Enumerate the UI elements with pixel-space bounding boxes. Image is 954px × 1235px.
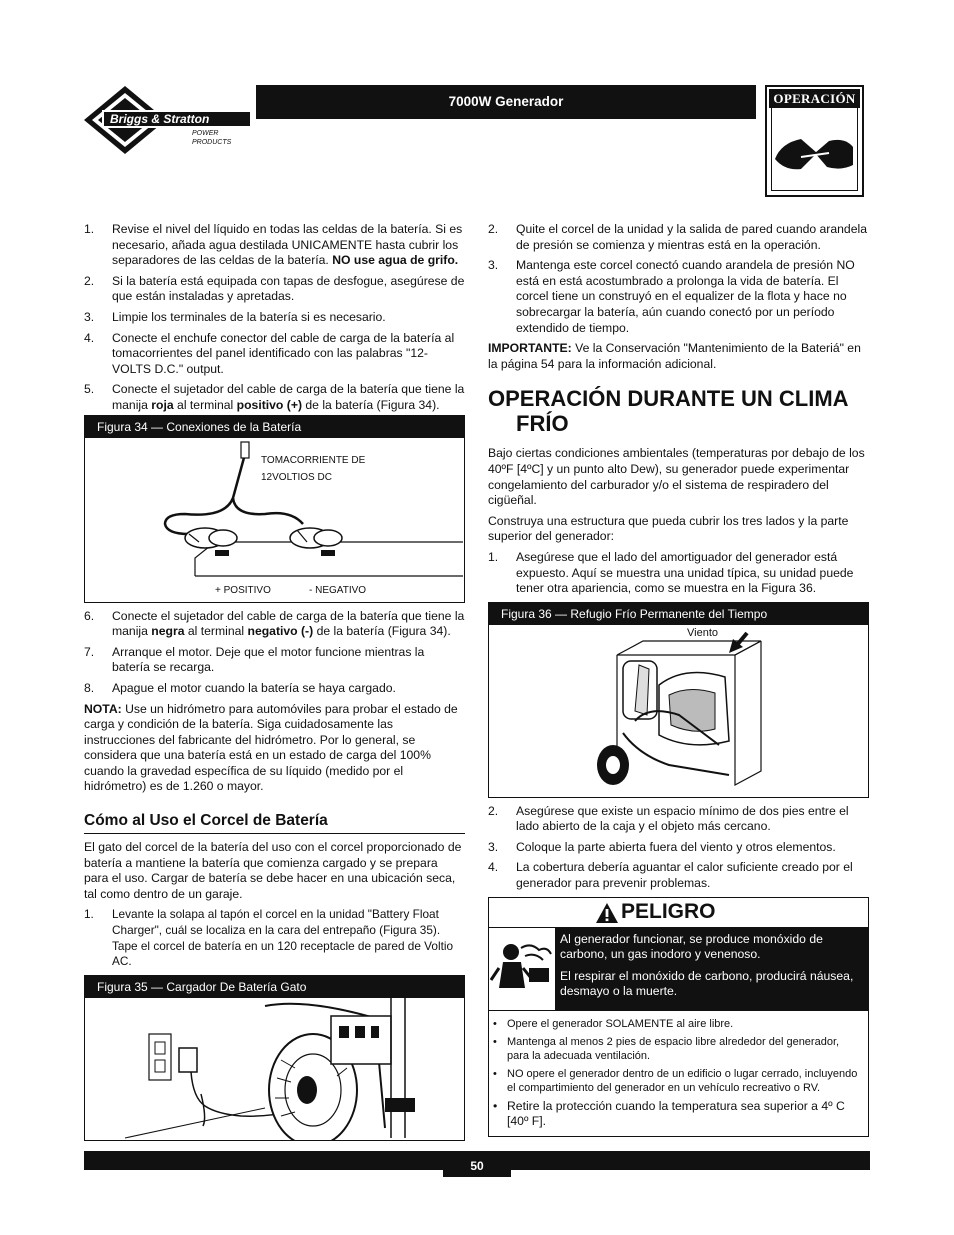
list-item: 4. Conecte el enchufe conector del cable de carga de la batería al tomacorrientes del panel identificado con las palabras "12-VOLTS D.C." output. (84, 330, 455, 376)
label-outlet: TOMACORRIENTE DE 12VOLTIOS DC (261, 454, 366, 483)
subsection-paragraph: El gato del corcel de la batería del uso con el corcel proporcionado de batería a mantiene la batería que comienza cargado y se prepara para el uso. Cargar de batería se debe hacer en una ubicación seca, tal como dentro de un garaje. (84, 840, 462, 901)
left-column (84, 222, 465, 1147)
list-item: • Retire la protección cuando la temperatura sea superior a 4º C [40º F]. (493, 1098, 845, 1128)
danger-box (488, 897, 869, 1137)
list-item: 2. Asegúrese que existe un espacio mínimo de dos pies entre el lado abierto de la caja y el objeto más cercano. (488, 803, 849, 834)
danger-text: Al generador funcionar, se produce monóxido de carbono, un gas inodoro y venenoso. (560, 931, 823, 962)
toxic-fumes-icon (489, 928, 555, 1006)
list-item: 1. Levante la solapa al tapón el corcel en la unidad "Battery Float Charger", cuál se localiza en la cara del entrepaño (Figura 35). Tape el corcel de batería en un 120 receptacle de pared de Voltio AC. (84, 907, 454, 969)
danger-text: El respirar el monóxido de carbono, producirá náusea, desmayo o la muerte. (560, 968, 854, 999)
list-item: 3. Mantenga este corcel conectó cuando arandela de presión NO está en está acostumbrado a prolonga la vida de batería. El corcel tiene un construyó en el equalizer de la flota y hace no sobrecargar la batería, aún cuando conectó por un período extendido de tiempo. (488, 258, 855, 335)
subheading: Cómo al Uso el Corcel de Batería (84, 811, 465, 834)
list-item: 4. La cobertura debería aguantar el calor suficiente creado por el generador para prevenir problemas. (488, 860, 853, 891)
person-fumes-icon (489, 928, 555, 1006)
nota-paragraph: NOTA: Use un hidrómetro para automóviles para probar el estado de carga y condición de la batería. Siga cuidadosamente las instrucciones del fabricante del hidrómetro. Por lo general, se considera que una batería está en un estado de carga del 100% cuando la gravedad específica de su líquido (medido por el hidrómetro) es de 1.260 o mayor. (84, 701, 458, 794)
hand-pull-icon (771, 113, 858, 191)
list-item: 6. Conecte el sujetador del cable de carga de la batería que tiene la manija negra al terminal negativo (-) de la batería (Figura 34). (84, 608, 465, 639)
page-number: 50 (443, 1151, 511, 1177)
logo-sub: POWER PRODUCTS (192, 130, 232, 146)
figure-36 (488, 602, 869, 798)
list-item: 8. Apague el motor cuando la batería se haya cargado. (84, 680, 396, 695)
danger-bullets (489, 1011, 868, 1136)
right-column (488, 222, 869, 1137)
list-item: 2. Quite el corcel de la unidad y la salida de pared cuando arandela de presión se comienza y mientras está en la operación. (488, 222, 867, 252)
battery-charger-illustration (85, 998, 464, 1140)
label-negative: - NEGATIVO (309, 584, 367, 596)
list-item: 3. Coloque la parte abierta fuera del viento y otros elementos. (488, 839, 836, 854)
header-title: 7000W Generador (256, 85, 756, 119)
list-item: 7. Arranque el motor. Deje que el motor funcione mientras la batería se recarga. (84, 644, 425, 675)
badge-title: OPERACIÓN (769, 89, 860, 108)
list-item: 3. Limpie los terminales de la batería si es necesario. (84, 309, 386, 324)
operacion-badge (765, 85, 864, 197)
logo-brand: Briggs & Stratton (110, 112, 210, 126)
label-wind: Viento (687, 626, 718, 639)
list-item: 5. Conecte el sujetador del cable de carga de la batería que tiene la manija roja al terminal positivo (+) de la batería (Figura 34). (84, 382, 465, 412)
figure-caption: Figura 35 — Cargador De Batería Gato (85, 976, 464, 998)
paragraph: Bajo ciertas condiciones ambientales (temperaturas por debajo de los 40ºF [4ºC] y un punto alto Dew), su generador puede experimentar congelamiento del carburador y/o el sistema de respiradero del cigüeñal. (488, 446, 865, 508)
label-positive: + POSITIVO (215, 584, 271, 596)
importante-paragraph: IMPORTANTE: Ve la Conservación "Mantenimiento de la Bateriá" en la página 54 para la información adicional. (488, 341, 861, 371)
figure-34 (84, 415, 465, 603)
cold-shelter-illustration (489, 625, 868, 797)
figure-caption: Figura 36 — Refugio Frío Permanente del Tiempo (489, 603, 868, 625)
list-item: • Opere el generador SOLAMENTE al aire libre. (493, 1018, 734, 1031)
section-heading: OPERACIÓN DURANTE UN CLIMA FRÍO (488, 386, 848, 437)
list-item: 1. Revise el nivel del líquido en todas las celdas de la batería. Si es necesario, añada agua destilada UNICAMENTE hasta cubrir los separadores de las celdas de la batería. NO use agua de grifo. (84, 222, 463, 268)
figure-caption: Figura 34 — Conexiones de la Batería (85, 416, 464, 438)
briggs-stratton-logo (82, 83, 254, 157)
list-item: • NO opere el generador dentro de un edificio o lugar cerrado, incluyendo el compartimiento del generador en un vehículo recreativo o RV. (493, 1067, 858, 1095)
list-item: 2. Si la batería está equipada con tapas de desfogue, asegúrese de que están instaladas y apretadas. (84, 273, 465, 304)
warning-triangle-icon (595, 902, 619, 924)
danger-word: PELIGRO (621, 899, 716, 923)
figure-35 (84, 975, 465, 1141)
list-item: • Mantenga al menos 2 pies de espacio libre alrededor del generador, para la adecuada ventilación. (493, 1035, 840, 1063)
paragraph: Construya una estructura que pueda cubrir los tres lados y la parte superior del generador: (488, 513, 849, 544)
list-item: 1. Asegúrese que el lado del amortiguador del generador está expuesto. Aquí se muestra una unidad típica, su unidad puede tener otra apariencia, como se muestra en la Figura 36. (488, 549, 854, 596)
